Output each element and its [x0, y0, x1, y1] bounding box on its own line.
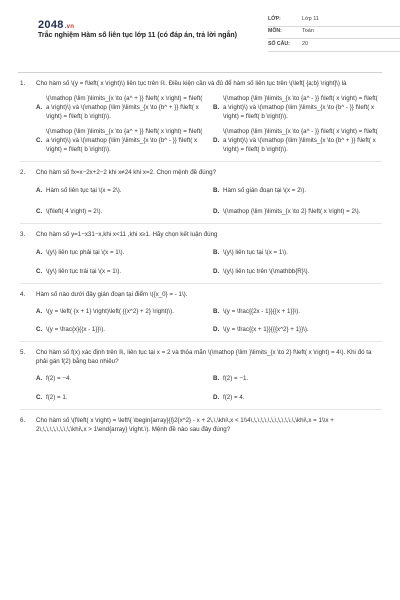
- option-text: \(y = \frac{x}{{x - 1}}\).: [46, 325, 105, 333]
- question-item: [20, 349, 382, 403]
- option-text: Hàm số gián đoạn tại \(x = 2\).: [223, 186, 307, 194]
- option-letter: C.: [36, 267, 43, 275]
- option-text: f(2) = −1.: [223, 374, 249, 382]
- answer-options: [20, 249, 382, 277]
- option-letter: B.: [213, 248, 220, 256]
- option-text: \(f\left( 4 \right) = 2\).: [46, 207, 103, 215]
- option-text: \(y = \left( {x + 1} \right)\left( {{x^2} + 2} \right)\).: [46, 307, 174, 315]
- question-stem: [20, 231, 382, 240]
- option-letter: A.: [36, 186, 43, 194]
- question-text: Cho hàm số fx=x−2x+2−2 khi x≠24 khi x=2. Chọn mệnh đề đúng?: [36, 168, 217, 176]
- answer-option[interactable]: [36, 268, 205, 277]
- question-number: 5.: [20, 348, 26, 356]
- answer-option[interactable]: [213, 249, 382, 258]
- logo-domain-suffix: .vn: [64, 24, 75, 30]
- meta-key: LỚP:: [268, 15, 281, 22]
- meta-key: SỐ CÂU:: [268, 40, 290, 47]
- option-letter: B.: [213, 307, 220, 315]
- question-separator: [20, 283, 382, 284]
- meta-value: Lớp 11: [302, 15, 319, 22]
- question-separator: [20, 409, 382, 410]
- meta-value: Toán: [302, 28, 314, 35]
- option-letter: C.: [36, 136, 43, 144]
- question-number: 4.: [20, 290, 26, 298]
- answer-option[interactable]: [36, 95, 205, 122]
- worksheet-meta: [268, 14, 400, 52]
- answer-options: [20, 187, 382, 217]
- question-separator: [20, 223, 382, 224]
- option-letter: B.: [213, 103, 220, 111]
- logo-main-text: 2048: [38, 19, 64, 31]
- question-text: Cho hàm số f(x) xác định trên ℝ, liên tục tại x = 2 và thỏa mãn \(\mathop {\lim }\limits_{x \to 2} f\left( x \right) = 4\). Khi đó ta phải gán f(2) bằng bao nhiêu?: [36, 348, 372, 365]
- question-item: [20, 291, 382, 335]
- meta-row-class: [268, 14, 400, 27]
- option-text: \(\mathop {\lim }\limits_{x \to {a^ - }} f\left( x \right) = f\left( a \right)\) và \(\mathop {\lim }\limits_{x \to {b^ - }} f\left( x \right) = f\left( b \right)\).: [223, 94, 378, 120]
- answer-option[interactable]: [36, 394, 205, 403]
- option-letter: B.: [213, 186, 220, 194]
- question-item: [20, 80, 382, 155]
- answer-option[interactable]: [36, 326, 205, 335]
- meta-value: 20: [302, 40, 309, 47]
- worksheet-header: [18, 0, 382, 64]
- answer-option[interactable]: [213, 308, 382, 317]
- answer-option[interactable]: [213, 268, 382, 277]
- question-text: Cho hàm số y=1−x31−x,khi x<11 ,khi x≥1. Hãy chọn kết luận đúng: [36, 230, 218, 238]
- answer-option[interactable]: [213, 326, 382, 335]
- option-text: \(y\) liên tục trái tại \(x = 1\).: [46, 267, 122, 275]
- answer-option[interactable]: [36, 249, 205, 258]
- question-list: [20, 80, 382, 435]
- option-text: f(2) = 1.: [46, 393, 68, 401]
- question-stem: [20, 417, 382, 435]
- answer-option[interactable]: [36, 128, 205, 155]
- answer-options: [20, 308, 382, 335]
- option-letter: B.: [213, 374, 220, 382]
- question-number: 6.: [20, 416, 26, 424]
- option-letter: D.: [213, 393, 220, 401]
- question-item: [20, 417, 382, 435]
- option-text: \(\mathop {\lim }\limits_{x \to {a^ + }} f\left( x \right) = f\left( a \right)\) và \(\mathop {\lim }\limits_{x \to {b^ + }} f\left( x \right) = f\left( b \right)\).: [46, 94, 203, 120]
- question-separator: [20, 161, 382, 162]
- option-letter: A.: [36, 374, 43, 382]
- question-stem: [20, 349, 382, 367]
- option-text: \(y\) liên tục phải tại \(x = 1\).: [46, 248, 125, 256]
- option-letter: D.: [213, 136, 220, 144]
- question-number: 1.: [20, 80, 26, 87]
- option-text: Hàm số liên tục tại \(x = 2\).: [46, 186, 122, 194]
- question-text: Hàm số nào dưới đây gián đoạn tại điểm \({x_0} = - 1\).: [36, 290, 188, 298]
- option-text: \(y = \frac{{x + 1}}{{{x^2} + 1}}\).: [223, 325, 309, 333]
- option-letter: C.: [36, 207, 43, 215]
- worksheet-title: Trắc nghiệm Hàm số liên tục lớp 11 (có đáp án, trả lời ngắn): [38, 32, 237, 39]
- answer-option[interactable]: [213, 208, 382, 217]
- answer-option[interactable]: [36, 308, 205, 317]
- answer-option[interactable]: [213, 128, 382, 155]
- question-item: [20, 231, 382, 277]
- question-number: 3.: [20, 230, 26, 238]
- answer-option[interactable]: [213, 394, 382, 403]
- option-letter: A.: [36, 307, 43, 315]
- question-separator: [20, 341, 382, 342]
- option-text: f(2) = 4.: [223, 393, 245, 401]
- option-text: \(\mathop {\lim }\limits_{x \to 2} f\left( x \right) = 2\).: [223, 207, 361, 215]
- option-letter: C.: [36, 325, 43, 333]
- answer-options: [20, 375, 382, 403]
- question-stem: [20, 169, 382, 178]
- answer-option[interactable]: [36, 375, 205, 384]
- meta-row-count: [268, 39, 400, 52]
- option-text: \(\mathop {\lim }\limits_{x \to {a^ - }} f\left( x \right) = f\left( a \right)\) và \(\mathop {\lim }\limits_{x \to {b^ + }} f\left( x \right) = f\left( b \right)\).: [223, 127, 378, 153]
- answer-option[interactable]: [36, 208, 205, 217]
- answer-option[interactable]: [213, 95, 382, 122]
- meta-key: MÔN:: [268, 28, 282, 35]
- option-letter: D.: [213, 267, 220, 275]
- option-letter: A.: [36, 248, 43, 256]
- option-letter: D.: [213, 325, 220, 333]
- question-stem: [20, 80, 382, 89]
- question-text: Cho hàm số \(f\left( x \right) = \left\{ \begin{array}{l}2{x^2} - x + 2\,\,\khi\,x < 1\\4\,\,\,\,\,\,\,\,\,\,\,\,\,\khi\,x = 1\\x + 2\,\,\,\,\,\,\,\,\,\khi\,x > 1\end{array} \right.\). Mệnh đề nào sau đây đúng?: [36, 416, 334, 433]
- answer-option[interactable]: [213, 375, 382, 384]
- answer-option[interactable]: [213, 187, 382, 196]
- answer-options: [20, 95, 382, 155]
- option-text: \(y = \frac{{2x - 1}}{{x + 1}}\).: [223, 307, 301, 315]
- question-text: Cho hàm số \(y = f\left( x \right)\) liên tục trên ℝ. Điều kiện cần và đủ để hàm số liên tục trên \(\left[ {a;b} \right]\) là: [36, 80, 347, 87]
- meta-row-subject: [268, 27, 400, 40]
- question-stem: [20, 291, 382, 300]
- option-text: \(y\) liên tục tại \(x = 1\).: [223, 248, 288, 256]
- option-text: \(y\) liên tục trên \(\mathbb{R}\).: [223, 267, 310, 275]
- option-letter: C.: [36, 393, 43, 401]
- option-letter: A.: [36, 103, 43, 111]
- answer-option[interactable]: [36, 187, 205, 196]
- option-letter: D.: [213, 207, 220, 215]
- question-number: 2.: [20, 168, 26, 176]
- question-item: [20, 169, 382, 217]
- option-text: \(\mathop {\lim }\limits_{x \to {a^ + }} f\left( x \right) = f\left( a \right)\) và \(\mathop {\lim }\limits_{x \to {b^ - }} f\left( x \right) = f\left( b \right)\).: [46, 127, 203, 153]
- header-divider: [18, 72, 382, 73]
- option-text: f(2) = −4.: [46, 374, 72, 382]
